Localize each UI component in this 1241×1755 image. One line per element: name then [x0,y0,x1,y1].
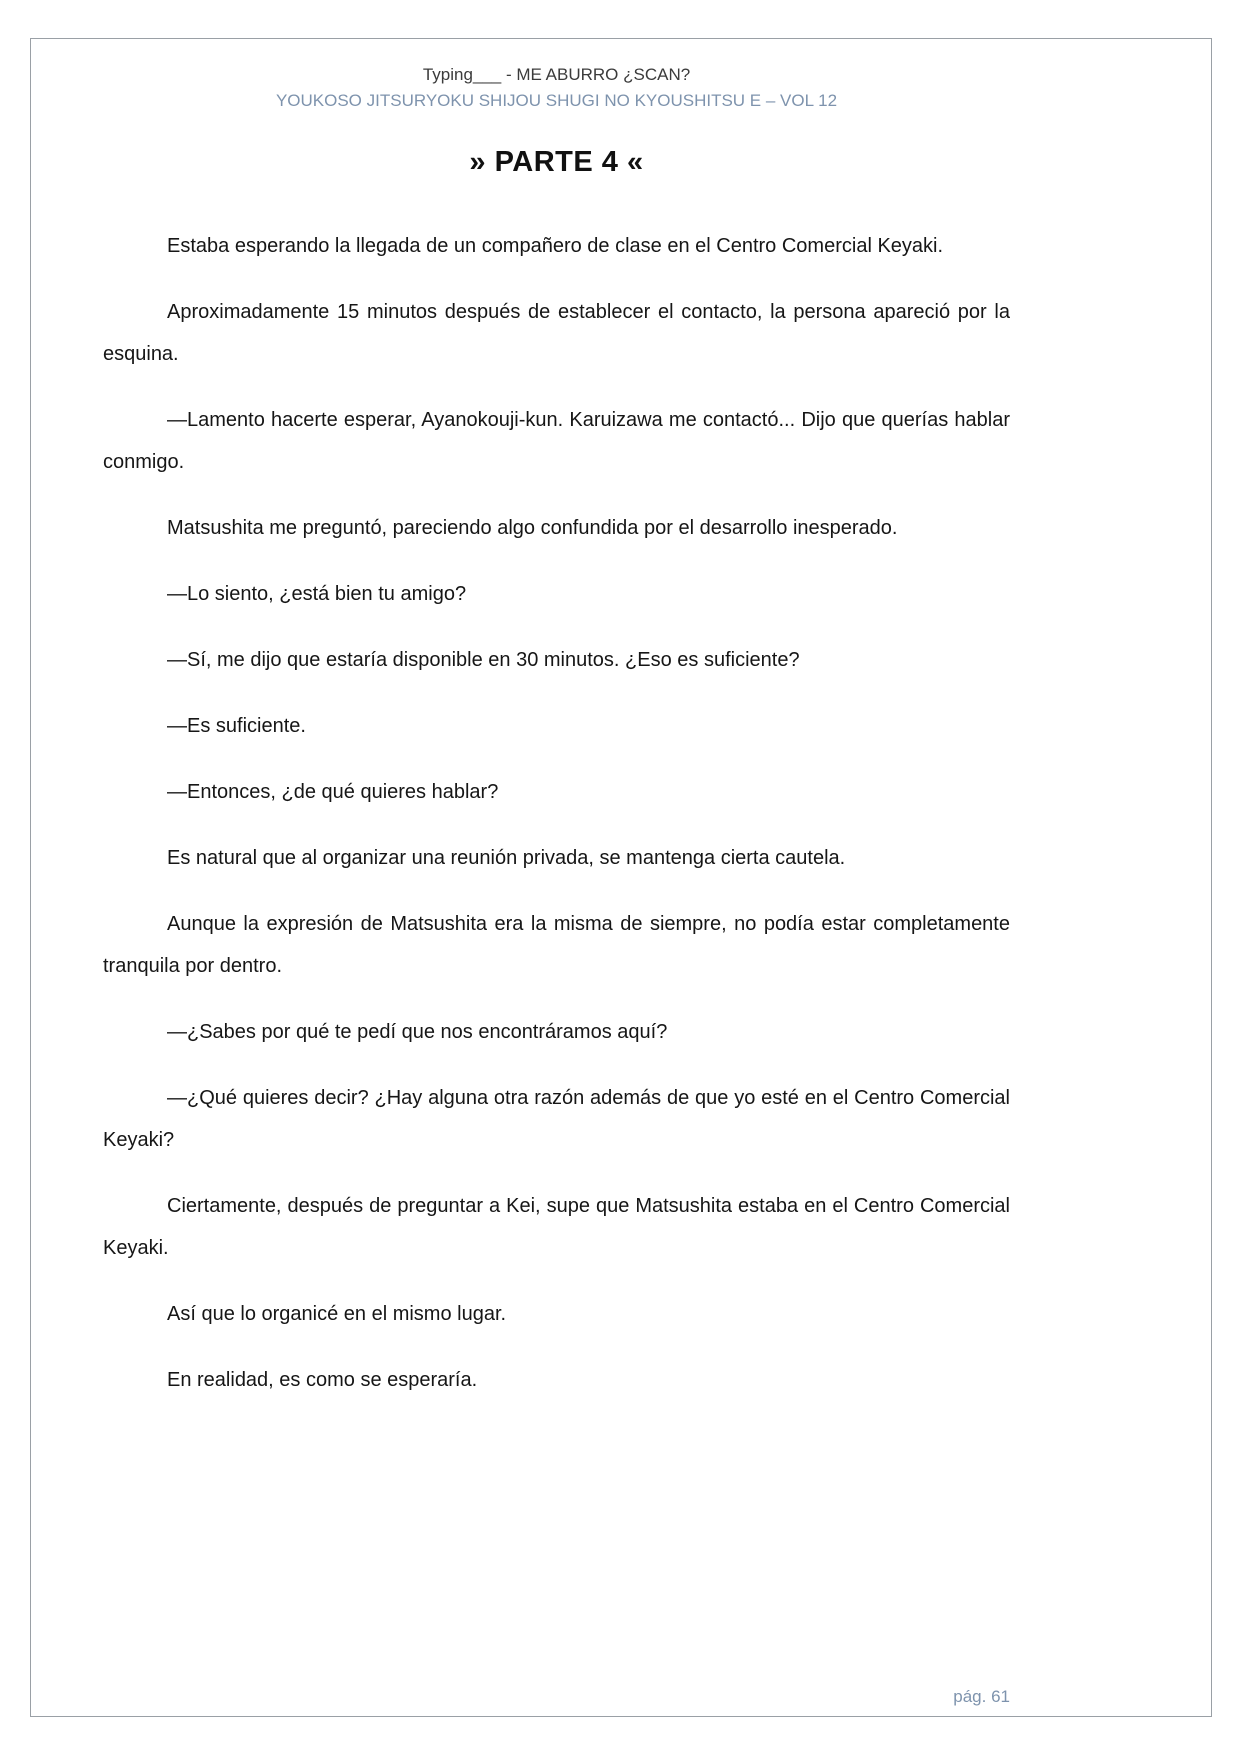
paragraph: —Es suficiente. [167,715,306,737]
page-content [103,0,1010,1755]
paragraph: —Lamento hacerte esperar, Ayanokouji-kun. Karuizawa me contactó... Dijo que querías hablar conmigo. [103,409,1010,473]
header-scanlation-credit: Typing___ - ME ABURRO ¿SCAN? [422,65,691,84]
paragraph: —¿Sabes por qué te pedí que nos encontráramos aquí? [167,1021,668,1043]
page-header [103,0,1010,114]
body-text [103,225,1010,1401]
paragraph: —Entonces, ¿de qué quieres hablar? [167,781,499,803]
paragraph: —Lo siento, ¿está bien tu amigo? [167,583,467,605]
paragraph: Aunque la expresión de Matsushita era la misma de siempre, no podía estar completamente tranquila por dentro. [103,913,1010,977]
page-number: pág. 61 [953,1687,1010,1706]
paragraph: Aproximadamente 15 minutos después de establecer el contacto, la persona apareció por la esquina. [103,301,1010,365]
section-title: » PARTE 4 « [469,146,644,178]
paragraph: Es natural que al organizar una reunión privada, se mantenga cierta cautela. [167,847,846,869]
paragraph: Matsushita me preguntó, pareciendo algo confundida por el desarrollo inesperado. [167,517,898,539]
paragraph: —¿Qué quieres decir? ¿Hay alguna otra razón además de que yo esté en el Centro Comercial Keyaki? [103,1087,1010,1151]
paragraph: En realidad, es como se esperaría. [167,1369,478,1391]
paragraph: Estaba esperando la llegada de un compañero de clase en el Centro Comercial Keyaki. [167,235,944,257]
paragraph: Ciertamente, después de preguntar a Kei, supe que Matsushita estaba en el Centro Comercial Keyaki. [103,1195,1010,1259]
header-book-title: YOUKOSO JITSURYOKU SHIJOU SHUGI NO KYOUSHITSU E – VOL 12 [275,91,838,110]
paragraph: —Sí, me dijo que estaría disponible en 30 minutos. ¿Eso es suficiente? [167,649,800,671]
paragraph: Así que lo organicé en el mismo lugar. [167,1303,507,1325]
